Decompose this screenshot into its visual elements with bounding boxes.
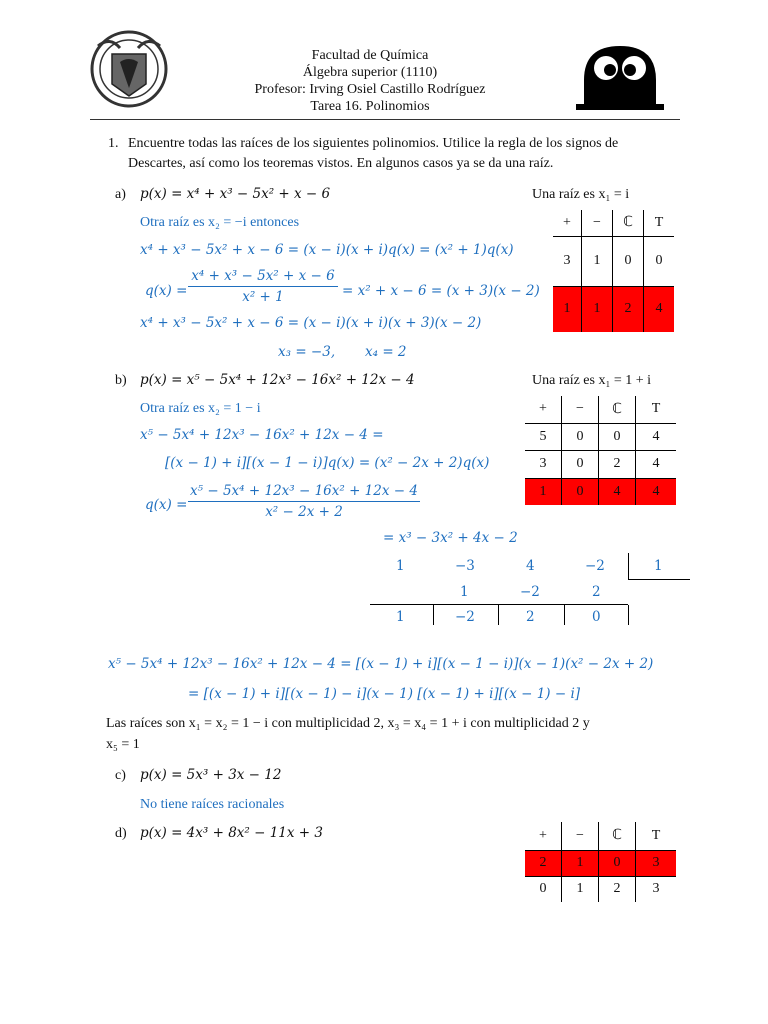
synthetic-r3-c1: 1 xyxy=(396,609,405,625)
faculty-owl-logo xyxy=(576,40,664,112)
part-a-q-lhs: q(x) = xyxy=(145,283,188,299)
part-a-q-fraction xyxy=(188,268,338,305)
table-header-minus: − xyxy=(562,396,599,423)
part-a-polynomial: p(x) = x⁴ + x³ − 5x² + x − 6 xyxy=(140,186,331,202)
table-cell-highlight: 0 xyxy=(599,850,636,876)
synthetic-divisor-hline xyxy=(628,579,690,580)
synthetic-divisor: 1 xyxy=(654,558,663,574)
part-c-polynomial: p(x) = 5x³ + 3x − 12 xyxy=(140,767,282,783)
synthetic-r3-c3: 2 xyxy=(526,609,535,625)
table-cell: 0 xyxy=(655,253,663,268)
table-header-plus: + xyxy=(553,210,582,236)
part-b-roots-line2: x₅ = 1 xyxy=(106,737,140,752)
header-professor: Profesor: Irving Osiel Castillo Rodríguez xyxy=(254,82,486,97)
unam-seal xyxy=(90,26,168,112)
table-header-total: T xyxy=(651,827,661,843)
synthetic-tick-3 xyxy=(564,605,565,625)
header-faculty: Facultad de Química xyxy=(311,48,429,63)
table-cell: 3 xyxy=(553,236,582,286)
table-cell-highlight: 1 xyxy=(582,286,613,332)
synthetic-tick-4 xyxy=(628,605,629,625)
part-a-root-x4: x₄ = 2 xyxy=(365,344,407,360)
header-assignment: Tarea 16. Polinomios xyxy=(310,99,430,114)
synthetic-r3-c4: 0 xyxy=(592,609,601,625)
synthetic-r1-c1: 1 xyxy=(396,558,405,574)
synthetic-tick-2 xyxy=(498,605,499,625)
table-header-plus: + xyxy=(525,822,562,850)
part-a-line2: x⁴ + x³ − 5x² + x − 6 = (x − i)(x + i)q(x) = (x² + 1)q(x) xyxy=(140,242,514,258)
synthetic-tick-1 xyxy=(433,605,434,625)
part-b-line2: x⁵ − 5x⁴ + 12x³ − 16x² + 12x − 4 = xyxy=(140,427,384,443)
table-header-complex: ℂ xyxy=(599,822,636,850)
table-cell: 0 xyxy=(599,423,636,450)
table-cell: 4 xyxy=(652,428,660,444)
table-cell-highlight: 4 xyxy=(636,478,677,505)
table-cell-highlight: 1 xyxy=(553,286,582,332)
part-a-signs-table xyxy=(553,210,674,332)
table-cell: 3 xyxy=(525,450,562,478)
part-b-polynomial: p(x) = x⁵ − 5x⁴ + 12x³ − 16x² + 12x − 4 xyxy=(140,372,415,388)
table-cell: 2 xyxy=(599,876,636,902)
synthetic-r2-c4: 2 xyxy=(592,584,601,600)
part-a-label: a) xyxy=(115,187,126,202)
part-b-q-denominator: x² − 2x + 2 xyxy=(265,504,343,520)
table-header-minus: − xyxy=(582,210,613,236)
synthetic-sum-line xyxy=(370,604,628,605)
table-header-total: T xyxy=(651,401,661,417)
table-header-total: T xyxy=(654,214,664,230)
part-a-root-x3: x₃ = −3, xyxy=(278,344,336,360)
part-d-signs-table xyxy=(525,822,676,902)
part-a-given-root: Una raíz es x₁ = i xyxy=(532,187,630,202)
table-cell-highlight: 1 xyxy=(562,850,599,876)
part-a-line1: Otra raíz es x₂ = −i entonces xyxy=(140,215,300,230)
synthetic-r1-c3: 4 xyxy=(526,558,535,574)
part-b-q-lhs: q(x) = xyxy=(145,497,188,513)
part-b-given-root: Una raíz es x₁ = 1 + i xyxy=(532,373,652,388)
table-cell: 5 xyxy=(525,423,562,450)
table-cell-highlight: 1 xyxy=(525,478,562,505)
synthetic-r1-c4: −2 xyxy=(585,558,605,574)
table-header-minus: − xyxy=(562,822,599,850)
question-text-line2: Descartes, así como los teoremas vistos. En algunos casos ya se da una raíz. xyxy=(128,156,554,171)
part-b-roots-line1: Las raíces son x₁ = x₂ = 1 − i con multiplicidad 2, x₃ = x₄ = 1 + i con multiplicidad 2 y xyxy=(106,716,590,731)
table-cell: 0 xyxy=(562,423,599,450)
part-b-q-fraction xyxy=(188,483,420,520)
part-b-q-result: = x³ − 3x² + 4x − 2 xyxy=(383,530,518,546)
synthetic-r2-c3: −2 xyxy=(520,584,540,600)
table-header-plus: + xyxy=(525,396,562,423)
table-cell-highlight: 3 xyxy=(636,850,677,876)
table-cell-highlight: 4 xyxy=(599,478,636,505)
synthetic-r2-c2: 1 xyxy=(460,584,469,600)
table-cell: 0 xyxy=(613,236,644,286)
header-divider xyxy=(90,119,680,120)
question-text-line1: Encuentre todas las raíces de los siguientes polinomios. Utilice la regla de los signos de xyxy=(128,136,619,151)
table-cell: 3 xyxy=(652,881,660,897)
part-b-signs-table xyxy=(525,396,676,505)
table-cell-highlight: 2 xyxy=(613,286,644,332)
synthetic-r3-c2: −2 xyxy=(455,609,475,625)
synthetic-divisor-vline xyxy=(628,553,629,580)
table-cell-highlight: 4 xyxy=(644,286,675,332)
table-cell-highlight: 0 xyxy=(562,478,599,505)
table-cell-highlight: 2 xyxy=(525,850,562,876)
part-b-line3: [(x − 1) + i][(x − 1 − i)]q(x) = (x² − 2x + 2)q(x) xyxy=(165,455,490,471)
part-b-factorization-2: = [(x − 1) + i][(x − 1) − i](x − 1) [(x − 1) + i][(x − 1) − i] xyxy=(188,686,581,702)
part-b-q-numerator: x⁵ − 5x⁴ + 12x³ − 16x² + 12x − 4 xyxy=(188,483,420,502)
part-b-line1: Otra raíz es x₂ = 1 − i xyxy=(140,401,261,416)
part-d-label: d) xyxy=(115,826,127,841)
synthetic-r1-c2: −3 xyxy=(455,558,475,574)
part-d-polynomial: p(x) = 4x³ + 8x² − 11x + 3 xyxy=(140,825,323,841)
table-cell: 0 xyxy=(525,876,562,902)
part-b-label: b) xyxy=(115,373,127,388)
table-cell: 1 xyxy=(582,236,613,286)
table-header-complex: ℂ xyxy=(599,396,636,423)
part-b-factorization-1: x⁵ − 5x⁴ + 12x³ − 16x² + 12x − 4 = [(x − 1) + i][(x − 1 − i)](x − 1)(x² − 2x + 2) xyxy=(108,656,654,672)
part-c-label: c) xyxy=(115,768,126,783)
table-cell: 0 xyxy=(562,450,599,478)
part-c-answer: No tiene raíces racionales xyxy=(140,797,285,812)
part-a-line4: x⁴ + x³ − 5x² + x − 6 = (x − i)(x + i)(x + 3)(x − 2) xyxy=(140,315,482,331)
table-cell: 2 xyxy=(599,450,636,478)
table-header-complex: ℂ xyxy=(613,210,644,236)
table-cell: 4 xyxy=(652,456,660,471)
part-a-q-numerator: x⁴ + x³ − 5x² + x − 6 xyxy=(188,268,338,287)
table-cell: 1 xyxy=(562,876,599,902)
part-a-q-denominator: x² + 1 xyxy=(242,289,284,305)
header-course: Álgebra superior (1110) xyxy=(302,65,438,80)
part-a-q-rhs: = x² + x − 6 = (x + 3)(x − 2) xyxy=(342,283,540,299)
question-number: 1. xyxy=(108,136,119,151)
